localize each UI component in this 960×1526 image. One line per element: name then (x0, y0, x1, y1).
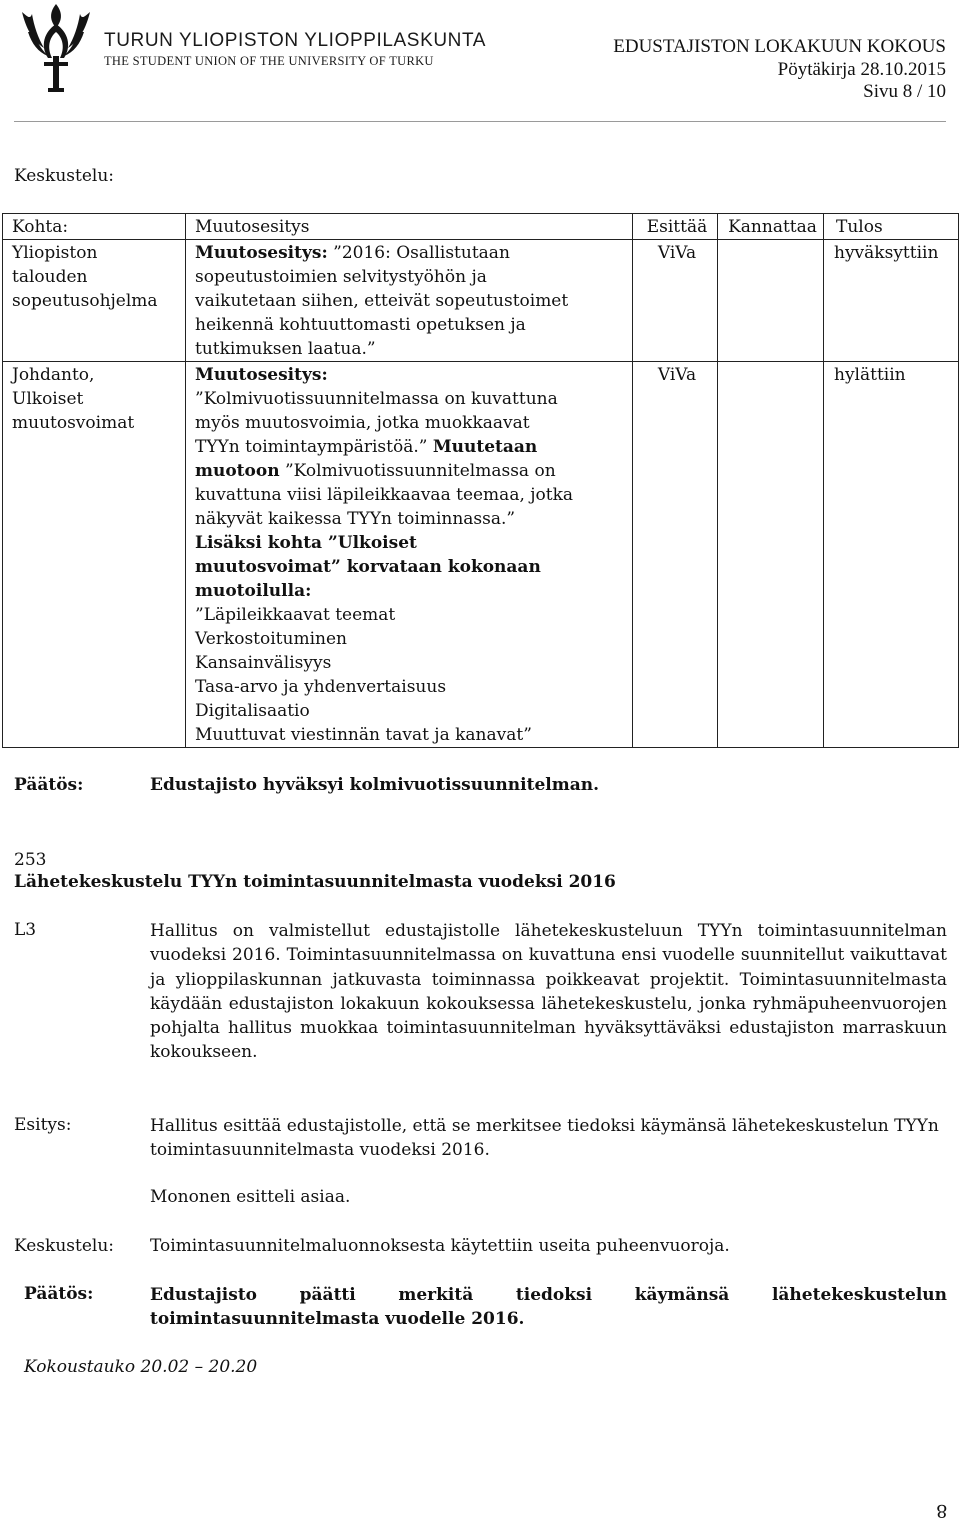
motion-text: tutkimuksen laatua.” (195, 339, 376, 359)
motion-line (195, 555, 627, 579)
esittaa-cell: ViVa (633, 362, 718, 748)
motion-line (195, 699, 627, 723)
motion-line (195, 337, 627, 361)
minutes-date: Pöytäkirja 28.10.2015 (777, 59, 946, 80)
motion-text-bold: Muutosesitys: (195, 243, 328, 263)
item-code: L3 (14, 920, 37, 940)
decision-label: Päätös: (24, 1284, 94, 1304)
table-header-row (3, 214, 959, 240)
kohta-line: Yliopiston (12, 243, 98, 263)
motion-text-bold: muotoon (195, 461, 280, 481)
kohta-line: Johdanto, (12, 365, 95, 385)
motion-line (195, 483, 627, 507)
motion-line (195, 241, 627, 265)
proposal-text: Hallitus esittää edustajistolle, että se merkitsee tiedoksi käymänsä lähetekeskustelun TYYn toimintasuunnitelmasta vuodeksi 2016. (150, 1116, 939, 1161)
motion-line (195, 579, 627, 603)
discussion-label: Keskustelu: (14, 1236, 115, 1256)
motion-cell (186, 362, 633, 748)
table-row (3, 240, 959, 362)
motion-line (195, 651, 627, 675)
motion-text: Muuttuvat viestinnän tavat ja kanavat” (195, 725, 532, 745)
motion-text: sopeutustoimien selvitystyöhön ja (195, 267, 487, 287)
motion-line (195, 363, 627, 387)
motion-text: Digitalisaatio (195, 701, 310, 721)
kohta-cell (3, 362, 186, 748)
motion-text: Kansainvälisyys (195, 653, 332, 673)
motion-text-bold: Muutosesitys: (195, 365, 328, 385)
motion-line (195, 387, 627, 411)
motion-line (195, 723, 627, 747)
kohta-cell (3, 240, 186, 362)
esittaa-cell: ViVa (633, 240, 718, 362)
page-number-mark: 8 (936, 1500, 948, 1521)
motion-text: ”Kolmivuotissuunnitelmassa on (279, 461, 556, 481)
motion-text: ”Läpileikkaavat teemat (195, 605, 396, 625)
header-tulos: Tulos (824, 214, 959, 240)
motion-text: näkyvät kaikessa TYYn toiminnassa.” (195, 509, 516, 529)
motion-line (195, 411, 627, 435)
motions-table (2, 213, 959, 748)
motion-text: Verkostoituminen (195, 629, 347, 649)
motion-text: myös muutosvoimia, jotka muokkaavat (195, 413, 530, 433)
meeting-title: EDUSTAJISTON LOKAKUUN KOKOUS (613, 36, 946, 57)
motion-text: kuvattuna viisi läpileikkaavaa teemaa, jotka (195, 485, 574, 505)
item-title: Lähetekeskustelu TYYn toimintasuunnitelmasta vuodeksi 2016 (14, 872, 616, 892)
kannattaa-cell (718, 240, 824, 362)
motion-line (195, 507, 627, 531)
motion-line (195, 289, 627, 313)
union-logo (18, 2, 94, 94)
motion-line (195, 603, 627, 627)
discussion-label: Keskustelu: (14, 166, 115, 186)
motion-text: ”2016: Osallistutaan (327, 243, 510, 263)
header-muutosesitys: Muutosesitys (186, 214, 633, 240)
page-label: Sivu 8 / 10 (863, 81, 946, 102)
motion-line (195, 313, 627, 337)
presenter-note: Mononen esitteli asiaa. (150, 1187, 351, 1207)
discussion-text: Toimintasuunnitelmaluonnoksesta käytettiin useita puheenvuoroja. (150, 1236, 730, 1256)
tulos-cell: hyväksyttiin (824, 240, 959, 362)
motion-line (195, 435, 627, 459)
org-subtitle: THE STUDENT UNION OF THE UNIVERSITY OF TURKU (104, 54, 434, 68)
motion-text-bold: muotoilulla: (195, 581, 312, 601)
decision-text: Edustajisto hyväksyi kolmivuotissuunnitelman. (150, 775, 600, 795)
motion-cell (186, 240, 633, 362)
motion-line (195, 265, 627, 289)
item-number: 253 (14, 850, 47, 870)
motion-text: vaikutetaan siihen, etteivät sopeutustoimet (195, 291, 569, 311)
table-row (3, 362, 959, 748)
motion-line (195, 459, 627, 483)
motion-text: heikennä kohtuuttomasti opetuksen ja (195, 315, 526, 335)
header-kohta: Kohta: (3, 214, 186, 240)
header-divider (14, 121, 946, 122)
tulos-cell: hylättiin (824, 362, 959, 748)
decision-text: Edustajisto päätti merkitä tiedoksi käymänsä lähetekeskustelun toimintasuunnitelmasta vuodelle 2016. (150, 1285, 947, 1330)
proposal-label: Esitys: (14, 1115, 72, 1135)
motion-text: ”Kolmivuotissuunnitelmassa on kuvattuna (195, 389, 558, 409)
motion-line (195, 627, 627, 651)
motion-text: Tasa-arvo ja yhdenvertaisuus (195, 677, 447, 697)
header-kannattaa: Kannattaa (718, 214, 824, 240)
decision-label: Päätös: (14, 775, 84, 795)
motion-text-bold: Lisäksi kohta ”Ulkoiset (195, 533, 417, 553)
kannattaa-cell (718, 362, 824, 748)
kohta-line: talouden (12, 267, 88, 287)
item-body: Hallitus on valmistellut edustajistolle lähetekeskusteluun TYYn toimintasuunnitelman vuodeksi 2016. Toimintasuunnitelmassa on kuvattuna ensi vuodelle suunnitellut vaikuttavat ja ylioppilaskunnan jatkuvasta toiminnassa poikkeavat projektit. Toimintasuunnitelmasta käydään edustajiston lokakuun kokouksessa lähetekeskustelu, jonka ryhmäpuheenvuorojen pohjalta hallitus muokkaa toimintasuunnitelman hyväksyttäväksi edustajiston marraskuun kokoukseen. (150, 921, 947, 1063)
break-note: Kokoustauko 20.02 – 20.20 (24, 1357, 258, 1377)
motion-line (195, 675, 627, 699)
kohta-line: sopeutusohjelma (12, 291, 158, 311)
kohta-line: muutosvoimat (12, 413, 135, 433)
header-esittaa: Esittää (633, 214, 718, 240)
org-name: TURUN YLIOPISTON YLIOPPILASKUNTA (104, 30, 487, 51)
motion-text-bold: Muutetaan (432, 437, 538, 457)
motion-text-bold: muutosvoimat” korvataan kokonaan (195, 557, 541, 577)
motion-text: TYYn toimintaympäristöä.” (195, 437, 433, 457)
kohta-line: Ulkoiset (12, 389, 84, 409)
motion-line (195, 531, 627, 555)
